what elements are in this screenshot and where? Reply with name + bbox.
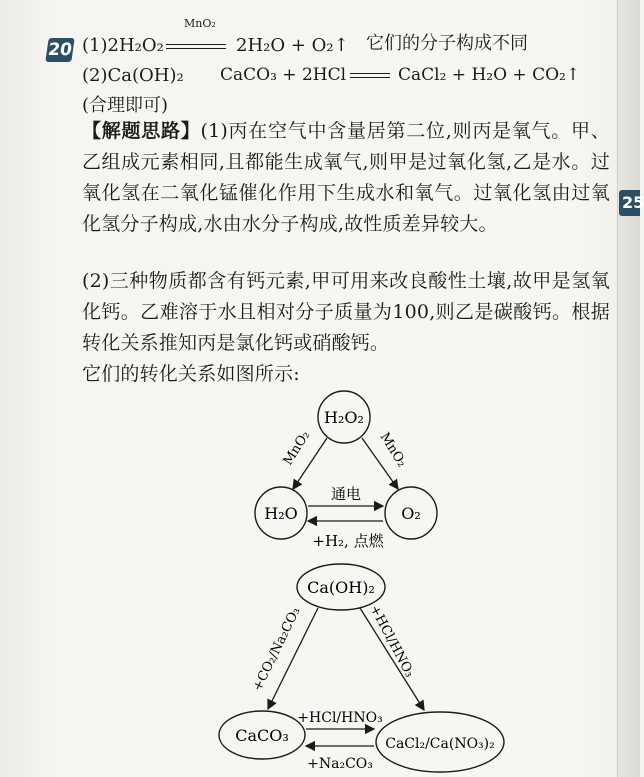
edge2-top-left-label: +CO₂/Na₂CO₃: [250, 605, 304, 694]
node-top-label: H₂O₂: [324, 408, 364, 427]
edge2-left-right-label: +HCl/HNO₃: [297, 710, 383, 726]
edge-top-left-label: MnO₂: [280, 428, 314, 469]
part1-equation-left: 2H₂O₂: [107, 35, 164, 56]
diagram-2-calcium-cycle: [210, 562, 510, 777]
node-right-label: O₂: [401, 504, 421, 523]
answer-note: (合理即可): [82, 95, 169, 116]
explanation-para1-text: (1)丙在空气中含量居第二位,则丙是氧气。甲、乙组成元素相同,且都能生成氧气,则甲是过氧化氢,乙是水。过氧化氢在二氧化锰催化作用下生成水和氧气。过氧化氢由过氧化氢分子构成,水由水分子构成,故性质差异较大。: [82, 120, 611, 235]
edge2-top-right-label: +HCl/HNO₃: [366, 602, 417, 680]
node2-top-label: Ca(OH)₂: [307, 578, 375, 597]
explanation-paragraph-3: 它们的转化关系如图所示:: [82, 363, 300, 385]
part2-formula: Ca(OH)₂: [107, 65, 184, 86]
part1-equation-right: 2H₂O + O₂↑: [236, 35, 349, 56]
part2-equation-right: CaCl₂ + H₂O + CO₂↑: [398, 65, 581, 85]
part1-equals-sign: [166, 44, 226, 49]
question-number-badge: 20: [46, 40, 74, 60]
edge2-right-left-label: +Na₂CO₃: [307, 756, 373, 772]
explanation-paragraph-1: [82, 116, 610, 240]
answer-part1-line: [82, 37, 164, 55]
part1-catalyst: MnO₂: [184, 17, 216, 30]
part2-label: (2): [82, 65, 108, 86]
page-tab-25: 25: [619, 190, 640, 216]
part2-equation-left: CaCO₃ + 2HCl: [220, 65, 347, 85]
part2-equals-sign: [350, 73, 390, 78]
node2-left-label: CaCO₃: [235, 726, 289, 745]
answer-part2-line: [82, 67, 184, 85]
node2-right-label: CaCl₂/Ca(NO₃)₂: [385, 736, 495, 752]
node-left-label: H₂O: [264, 504, 298, 523]
edge-right-left-label: +H₂, 点燃: [312, 532, 384, 550]
edge-top-right-label: MnO₂: [376, 430, 410, 470]
edge-left-right-label: 通电: [330, 485, 362, 503]
adjacent-page-edge: [617, 0, 640, 777]
edge2-top-right-arrow: [360, 608, 424, 710]
explanation-paragraph-2: (2)三种物质都含有钙元素,甲可用来改良酸性土壤,故甲是氢氧化钙。乙难溶于水且相对分子质量为100,则乙是碳酸钙。根据转化关系推知丙是氯化钙或硝酸钙。: [82, 270, 610, 354]
part1-comment: 它们的分子构成不同: [366, 33, 528, 54]
diagram-1-h2o2-cycle: [230, 388, 460, 558]
part1-label: (1): [82, 35, 108, 56]
explanation-tag: 【解题思路】: [82, 120, 201, 142]
